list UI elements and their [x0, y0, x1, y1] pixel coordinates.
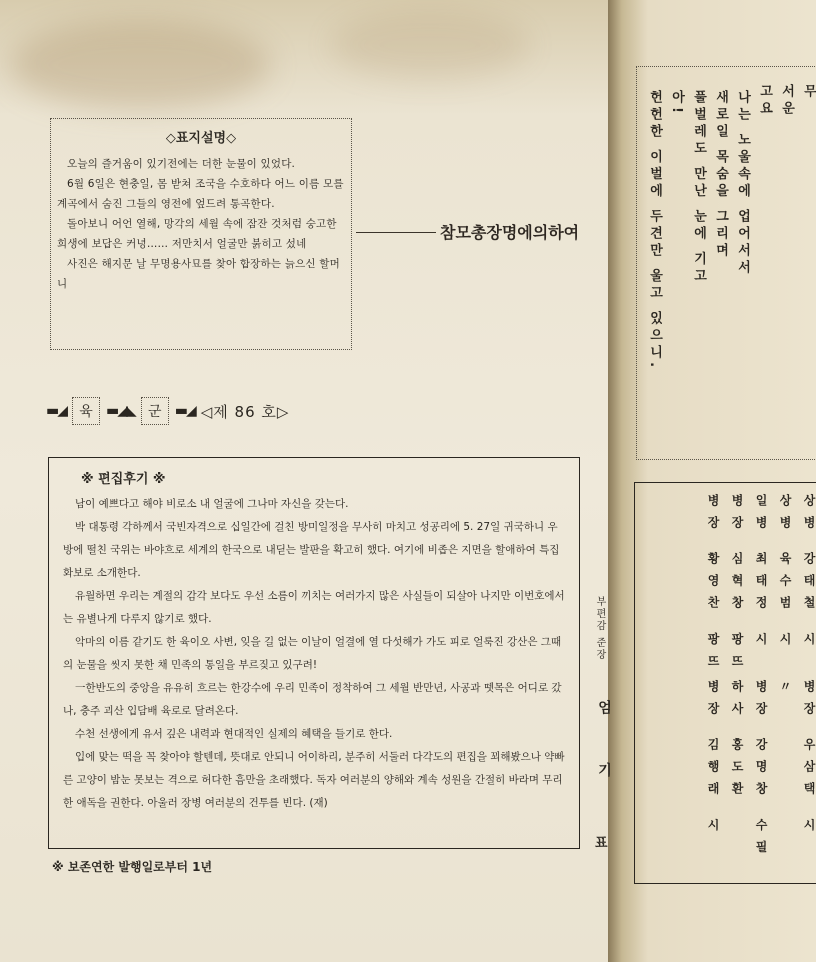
tag-char-box — [72, 397, 100, 425]
editor-note-box — [48, 457, 580, 849]
cover-paragraph: 오늘의 즐거움이 있기전에는 더한 눈물이 있었다. — [67, 158, 296, 170]
contributor-entry: 일병 최태정 시 — [754, 494, 768, 655]
tag-char: 육 — [79, 404, 93, 420]
paper-stain — [330, 10, 530, 80]
poem-line: 나는 노울속에 업어서서 — [735, 90, 750, 278]
editor-paragraph: 남이 예쁘다고 해야 비로소 내 얼굴에 그나마 자신을 갖는다. — [75, 498, 349, 510]
contributor-entry: 병장 김행래 시 — [706, 680, 720, 841]
tag-char: 군 — [148, 404, 162, 420]
spine-note: 부편감 준장 — [594, 596, 605, 662]
tag-char-box — [141, 397, 169, 425]
poem-line: 무 — [801, 84, 816, 101]
contributor-entry: 병장 황영찬 팡뜨 — [706, 494, 720, 677]
editor-paragraph: 박 대통령 각하께서 국빈자격으로 십일간에 걸친 방미일정을 무사히 마치고 성공리에 5. 27일 귀국하니 우방에 떨친 국위는 바야흐로 세계의 한국으로 내딛는 발판을 확고히 했다. 여기에 비좁은 지면을 할애하여 특집화보로 소개한다. — [63, 521, 560, 579]
poem-line: 새로일 목숨을 그리며 — [713, 90, 728, 261]
contributor-entry: 병장 강명창 수필 — [754, 680, 768, 863]
cover-paragraph: 6월 6일은 현충일, 몸 받쳐 조국을 수호하다 어느 이름 모를 계곡에서 숨진 그들의 영전에 엎드려 통곡한다. — [57, 178, 344, 210]
cover-paragraph: 돌아보니 어언 열해, 망각의 세월 속에 잠잔 것처럼 숭고한 희생에 보답은 커녕…… 저만치서 얼굴만 붉히고 섰네 — [57, 218, 337, 250]
editor-paragraph: 유월하면 우리는 계절의 감각 보다도 우선 소름이 끼치는 여러가지 많은 사실들이 되살아 나지만 이번호에서는 유별나게 다루지 않기로 했다. — [63, 590, 565, 625]
contributor-entry: 〃 — [778, 680, 792, 702]
paper-stain — [10, 20, 270, 110]
ornament: ▬◢ — [46, 403, 66, 419]
editor-note-title: ※ 편집후기 ※ — [81, 472, 166, 487]
retention-footnote: ※ 보존연한 발행일로부터 1년 — [52, 860, 213, 874]
spine-pyo: 표 — [595, 836, 608, 851]
poem-line: 서운 — [779, 84, 794, 118]
contributor-entry: 병장 우삼택 시 — [802, 680, 816, 841]
ornament: ▬◢ — [174, 403, 195, 419]
cover-description-title: ◇표지설명◇ — [165, 131, 237, 146]
contributors-bottom — [640, 680, 816, 862]
editor-paragraph: 입에 맞는 떡을 꼭 찾아야 할텐데, 뜻대로 안되니 어이하리, 분주히 서둘러 다각도의 편집을 꾀해봤으나 약빠른 고양이 밤눈 못보는 격으로 허다한 흠만을 초래했다. 독자 여러분의 양해와 계속 성원을 간절히 바라며 무리한 애독을 권한다. 아울러 장병 여러분의 건투를 빈다. (재) — [63, 751, 565, 809]
editor-paragraph: 一한반도의 중앙을 유유히 흐르는 한강수에 우리 민족이 정착하여 그 세월 반만년, 사공과 뗏목은 어디로 갔나, 충주 괴산 입담배 육로로 달려온다. — [63, 682, 562, 717]
poem-line: 고요 — [757, 84, 772, 118]
cover-connector-line — [356, 232, 436, 233]
contributors-top — [640, 494, 816, 676]
cover-description-body — [57, 154, 345, 294]
poem-line: 풀벌레도 만난 눈에 기고 — [691, 90, 706, 286]
editor-paragraph: 수천 선생에게 유서 깊은 내력과 현대적인 실제의 혜택을 들기로 한다. — [75, 728, 393, 740]
cover-caption: 참모총장명에의하여 — [440, 223, 580, 242]
poem-columns — [640, 84, 816, 372]
contributor-entry: 하사 홍도환 — [730, 680, 744, 805]
issue-tag — [46, 396, 289, 426]
cover-description-box — [50, 118, 352, 350]
spine-title: 엄 기 — [596, 700, 612, 799]
poem-line: 헌헌한 이벌에 두견만 울고 있으니. — [647, 90, 662, 372]
editor-note-body — [63, 493, 567, 815]
editor-paragraph: 악마의 이름 같기도 한 육이오 사변, 잊을 길 없는 이날이 얼결에 열 다섯해가 가도 피로 얼룩진 강산은 그때의 눈물을 씻지 못한 채 민족의 통일을 부르짖고 있구려! — [63, 636, 562, 671]
poem-line: 아! — [669, 90, 684, 117]
contributor-entry: 상병 강태철 시 — [802, 494, 816, 655]
ornament: ▬◢◣ — [106, 403, 135, 419]
contributor-entry: 병장 심혁창 팡뜨 — [730, 494, 744, 677]
issue-number: ◁제 86 호▷ — [200, 402, 290, 421]
cover-paragraph: 사진은 해지문 날 무명용사묘를 찾아 합장하는 늙으신 할머니 — [57, 258, 340, 290]
contributor-entry: 상병 육수범 시 — [778, 494, 792, 655]
